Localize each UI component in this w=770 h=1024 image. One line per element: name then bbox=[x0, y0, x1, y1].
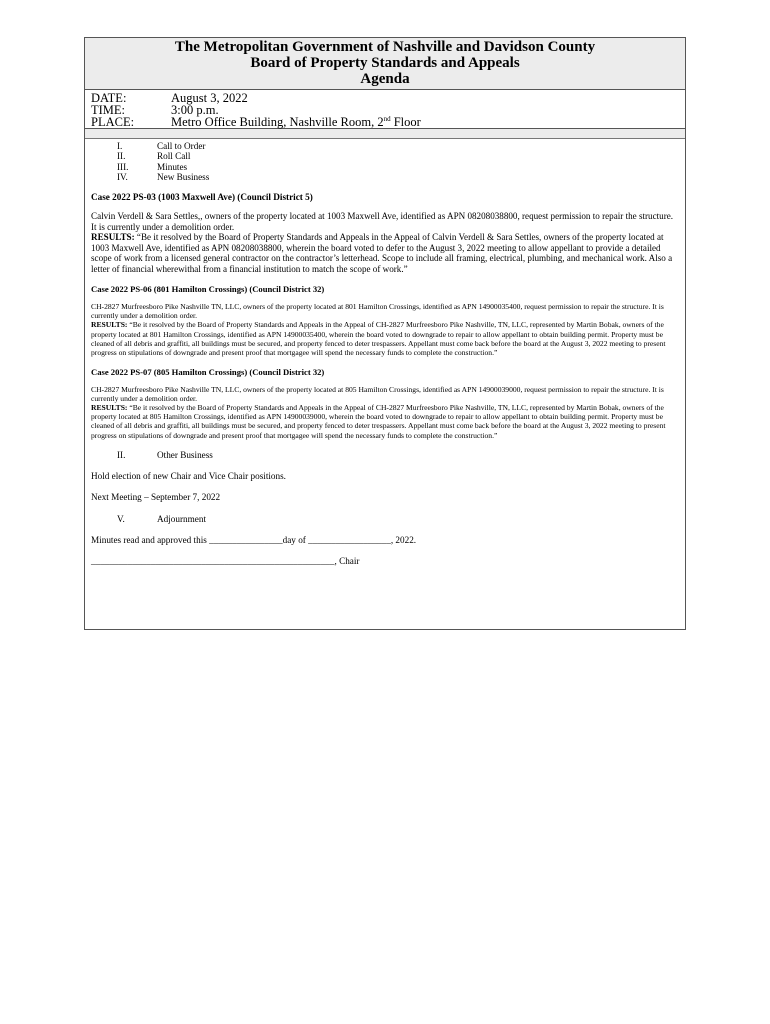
agenda-list bbox=[91, 141, 679, 182]
time-label: TIME: bbox=[91, 103, 126, 117]
agenda-body bbox=[85, 141, 685, 566]
date-label: DATE: bbox=[91, 91, 127, 105]
time-value: 3:00 p.m. bbox=[171, 103, 219, 117]
document-header bbox=[85, 38, 685, 90]
agenda-item: III. Minutes bbox=[117, 161, 188, 172]
header-line-3: Agenda bbox=[360, 71, 410, 87]
agenda-item: II. Roll Call bbox=[117, 151, 191, 162]
chair-signature-line: _____________________________________________________, Chair bbox=[91, 556, 360, 567]
results-text: “Be it resolved by the Board of Property Standards and Appeals in the Appeal of Calvin Verdell & Sara Settles, owners of the property located at 1003 Maxwell Ave, identified as APN 08208038800, wherein the board voted to defer to the August 3, 2022 meeting to allow appellant to provide a detailed scope of work from a licensed general contractor on the contractor’s letterhead. Scope to include all framing, electrical, plumbing, and mechanical work. Also a letter of financial wherewithal from a financial institution to match the scope of work.” bbox=[91, 232, 673, 274]
other-business-item: II. Other Business bbox=[117, 449, 213, 460]
meeting-info bbox=[85, 90, 685, 129]
header-line-1: The Metropolitan Government of Nashville and Davidson County bbox=[174, 39, 596, 55]
place-value-suffix: Floor bbox=[390, 115, 421, 130]
place-label: PLACE: bbox=[91, 115, 135, 130]
header-line-2: Board of Property Standards and Appeals bbox=[250, 55, 520, 71]
adjournment-item: V. Adjournment bbox=[117, 513, 206, 524]
case-description: CH-2827 Murfreesboro Pike Nashville TN, LLC, owners of the property located at 801 Hamilton Crossings, identified as APN 14900035400, request permission to repair the structure. It is currently under a demolition order. RESULTS: “Be it resolved by the Board of Property Standards and Appeals in the Appeal of CH-2827 Murfreesboro Pike Nashville, TN, LLC, represented by Martin Bobak, owners of the property located at 801 Hamilton Crossings, identified as APN 14900035400, wherein the board voted to downgrade to repair to allow appellant to obtain building permit. Property must be cleaned of all debris and graffiti, all buildings must be secured, and property fenced to deter trespassers. Appellant must come back before the board at the August 3, 2022 meeting to present progress on stipulations of downgrade and present proof that mortgagee will spend the necessary funds to complete the construction.” bbox=[91, 302, 666, 357]
case-heading: Case 2022 PS-03 (1003 Maxwell Ave) (Council District 5) bbox=[91, 192, 313, 203]
place-row bbox=[91, 115, 421, 130]
case-heading: Case 2022 PS-06 (801 Hamilton Crossings) (Council District 32) bbox=[91, 283, 325, 294]
minutes-approval-line: Minutes read and approved this ________________day of __________________, 2022. bbox=[91, 534, 417, 545]
case-description: CH-2827 Murfreesboro Pike Nashville TN, LLC, owners of the property located at 805 Hamilton Crossings, identified as APN 14900039000, request permission to repair the structure. It is currently under a demolition order. RESULTS: “Be it resolved by the Board of Property Standards and Appeals in the Appeal of CH-2827 Murfreesboro Pike Nashville, TN, LLC, represented by Martin Bobak, owners of the property located at 805 Hamilton Crossings, identified as APN 14900039000, wherein the board voted to downgrade to repair to allow appellant to obtain building permit. Property must be cleaned of all debris and graffiti, all buildings must be secured, and property fenced to deter trespassers. Appellant must come back before the board at the August 3, 2022 meeting to present progress on stipulations of downgrade and present proof that mortgagee will spend the necessary funds to complete the construction.” bbox=[91, 385, 666, 440]
agenda-document bbox=[84, 37, 686, 630]
agenda-item: I. Call to Order bbox=[117, 141, 206, 151]
results-label: RESULTS: bbox=[91, 403, 128, 413]
place-value-sup: nd bbox=[383, 115, 391, 123]
date-value: August 3, 2022 bbox=[171, 91, 248, 105]
next-meeting: Next Meeting – September 7, 2022 bbox=[91, 492, 221, 503]
case-description: Calvin Verdell & Sara Settles,, owners of the property located at 1003 Maxwell Ave, identified as APN 08208038800, request permission to repair the structure. It is currently under a demolition order. RESULTS: “Be it resolved by the Board of Property Standards and Appeals in the Appeal of Calvin Verdell & Sara Settles, owners of the property located at 1003 Maxwell Ave, identified as APN 08208038800, wherein the board voted to defer to the August 3, 2022 meeting to allow appellant to provide a detailed scope of work from a licensed general contractor on the contractor’s letterhead. Scope to include all framing, electrical, plumbing, and mechanical work. Also a letter of financial wherewithal from a financial institution to match the scope of work.” bbox=[91, 211, 674, 274]
results-label: RESULTS: bbox=[91, 320, 128, 330]
results-text: “Be it resolved by the Board of Property Standards and Appeals in the Appeal of CH-2827 Murfreesboro Pike Nashville, TN, LLC, represented by Martin Bobak, owners of the property located at 805 Hamilton Crossings, identified as APN 14900039000, wherein the board voted to downgrade to repair to allow appellant to obtain building permit. Property must be cleaned of all debris and graffiti, all buildings must be secured, and property fenced to deter trespassers. Appellant must come back before the board at the August 3, 2022 meeting to present progress on stipulations of downgrade and present proof that mortgagee will spend the necessary funds to complete the construction.” bbox=[91, 403, 666, 440]
agenda-item: IV. New Business bbox=[117, 171, 210, 182]
results-text: “Be it resolved by the Board of Property Standards and Appeals in the Appeal of CH-2827 Murfreesboro Pike Nashville, TN, LLC, represented by Martin Bobak, owners of the property located at 801 Hamilton Crossings, identified as APN 14900035400, wherein the board voted to downgrade to repair to allow appellant to obtain building permit. Property must be cleaned of all debris and graffiti, all buildings must be secured, and property fenced to deter trespassers. Appellant must come back before the board at the August 3, 2022 meeting to present progress on stipulations of downgrade and present proof that mortgagee will spend the necessary funds to complete the construction.” bbox=[91, 320, 666, 357]
place-value: Metro Office Building, Nashville Room, 2 bbox=[171, 115, 384, 130]
divider-strip bbox=[85, 129, 685, 139]
case-heading: Case 2022 PS-07 (805 Hamilton Crossings) (Council District 32) bbox=[91, 366, 325, 377]
results-label: RESULTS: bbox=[91, 232, 135, 243]
election-text: Hold election of new Chair and Vice Chair positions. bbox=[91, 470, 286, 481]
